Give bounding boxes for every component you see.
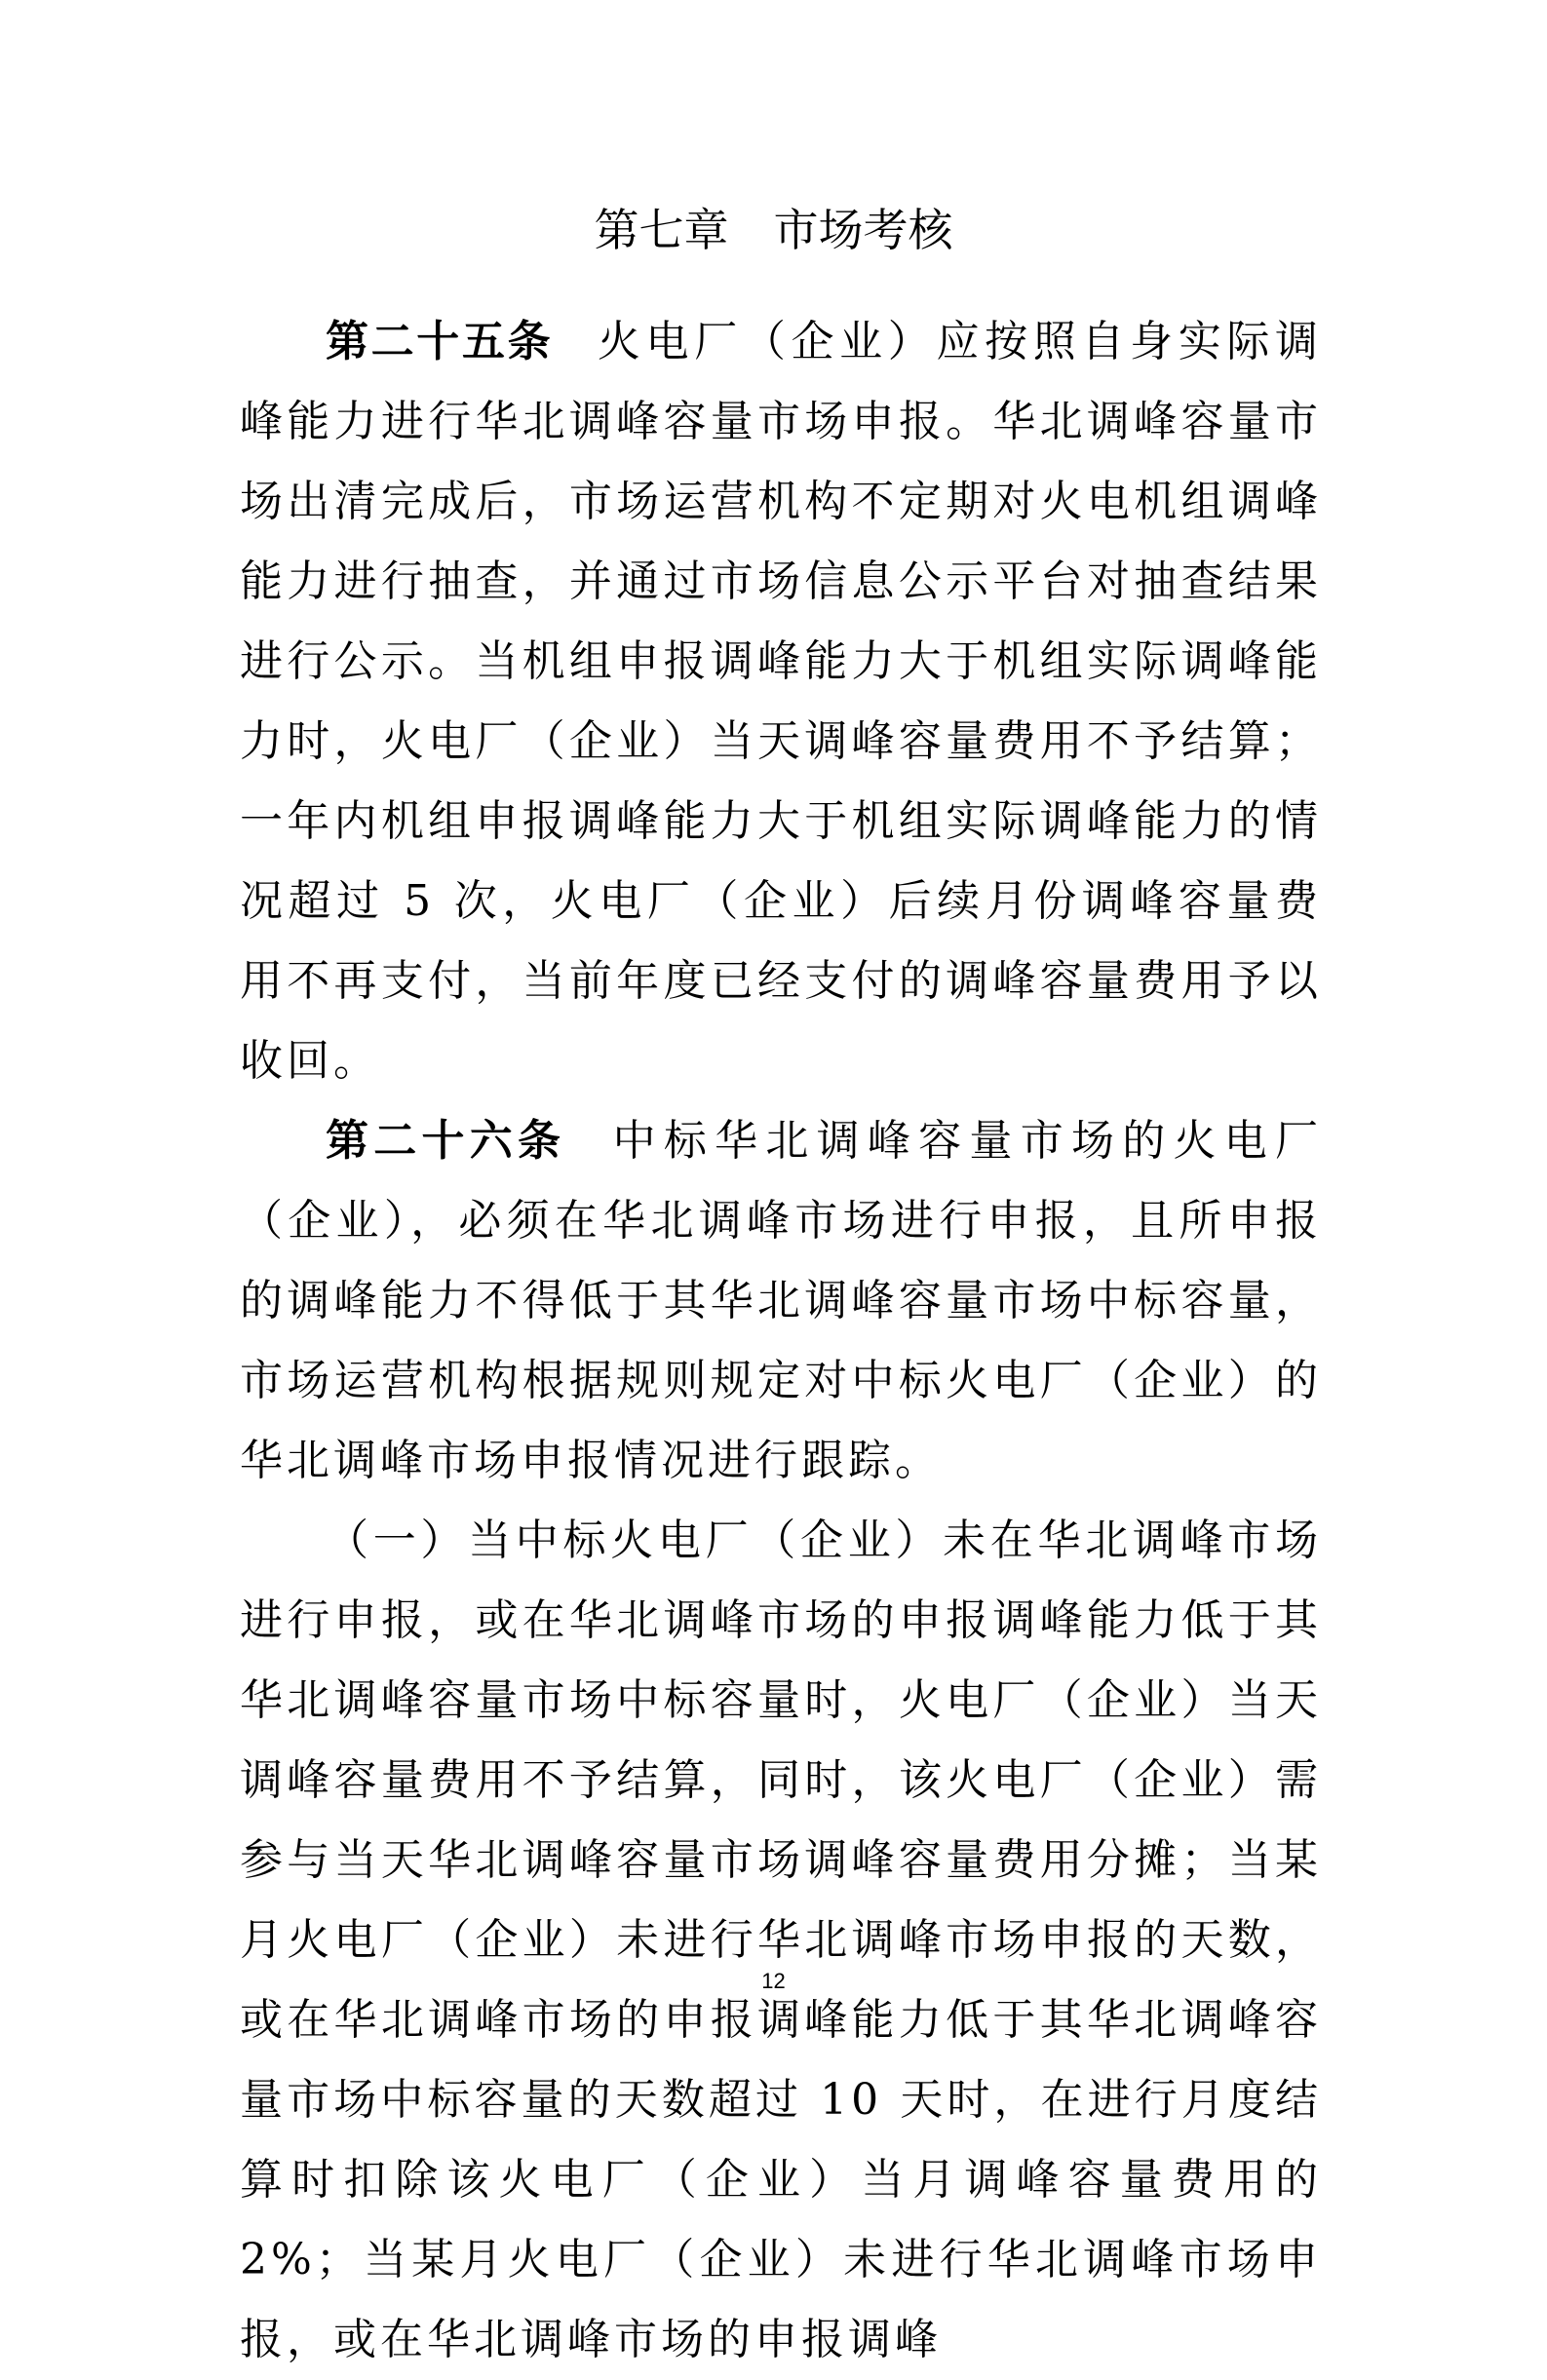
- article-25-number: 第二十五条: [326, 317, 554, 366]
- body-text: [240, 302, 1322, 2380]
- page-number: 12: [761, 1969, 786, 1993]
- clause-1-text: （一）当中标火电厂（企业）未在华北调峰市场进行申报，或在华北调峰市场的申报调峰能力低于其华北调峰容量市场中标容量时，火电厂（企业）当天调峰容量费用不予结算，同时，该火电厂（企业）需参与当天华北调峰容量市场调峰容量费用分摊；当某月火电厂（企业）未进行华北调峰市场申报的天数，或在华北调峰市场的申报调峰能力低于其华北调峰容量市场中标容量的天数超过 10 天时，在进行月度结算时扣除该火电厂（企业）当月调峰容量费用的 2%；当某月火电厂（企业）未进行华北调峰市场申报，或在华北调峰市场的申报调峰: [240, 1516, 1322, 2364]
- clause-1-paragraph: [240, 1501, 1322, 2380]
- article-26-text: 中标华北调峰容量市场的火电厂（企业），必须在华北调峰市场进行申报，且所申报的调峰能力不得低于其华北调峰容量市场中标容量，市场运营机构根据规则规定对中标火电厂（企业）的华北调峰市场申报情况进行跟踪。: [240, 1116, 1323, 1485]
- article-26-paragraph: [240, 1101, 1322, 1501]
- article-25-text: 火电厂（企业）应按照自身实际调峰能力进行华北调峰容量市场申报。华北调峰容量市场出清完成后，市场运营机构不定期对火电机组调峰能力进行抽查，并通过市场信息公示平台对抽查结果进行公示。当机组申报调峰能力大于机组实际调峰能力时，火电厂（企业）当天调峰容量费用不予结算；一年内机组申报调峰能力大于机组实际调峰能力的情况超过 5 次，火电厂（企业）后续月份调峰容量费用不再支付，当前年度已经支付的调峰容量费用予以收回。: [240, 317, 1322, 1086]
- chapter-title: 第七章 市场考核: [594, 204, 953, 256]
- article-26-number: 第二十六条: [326, 1116, 566, 1166]
- article-25-paragraph: [240, 302, 1322, 1101]
